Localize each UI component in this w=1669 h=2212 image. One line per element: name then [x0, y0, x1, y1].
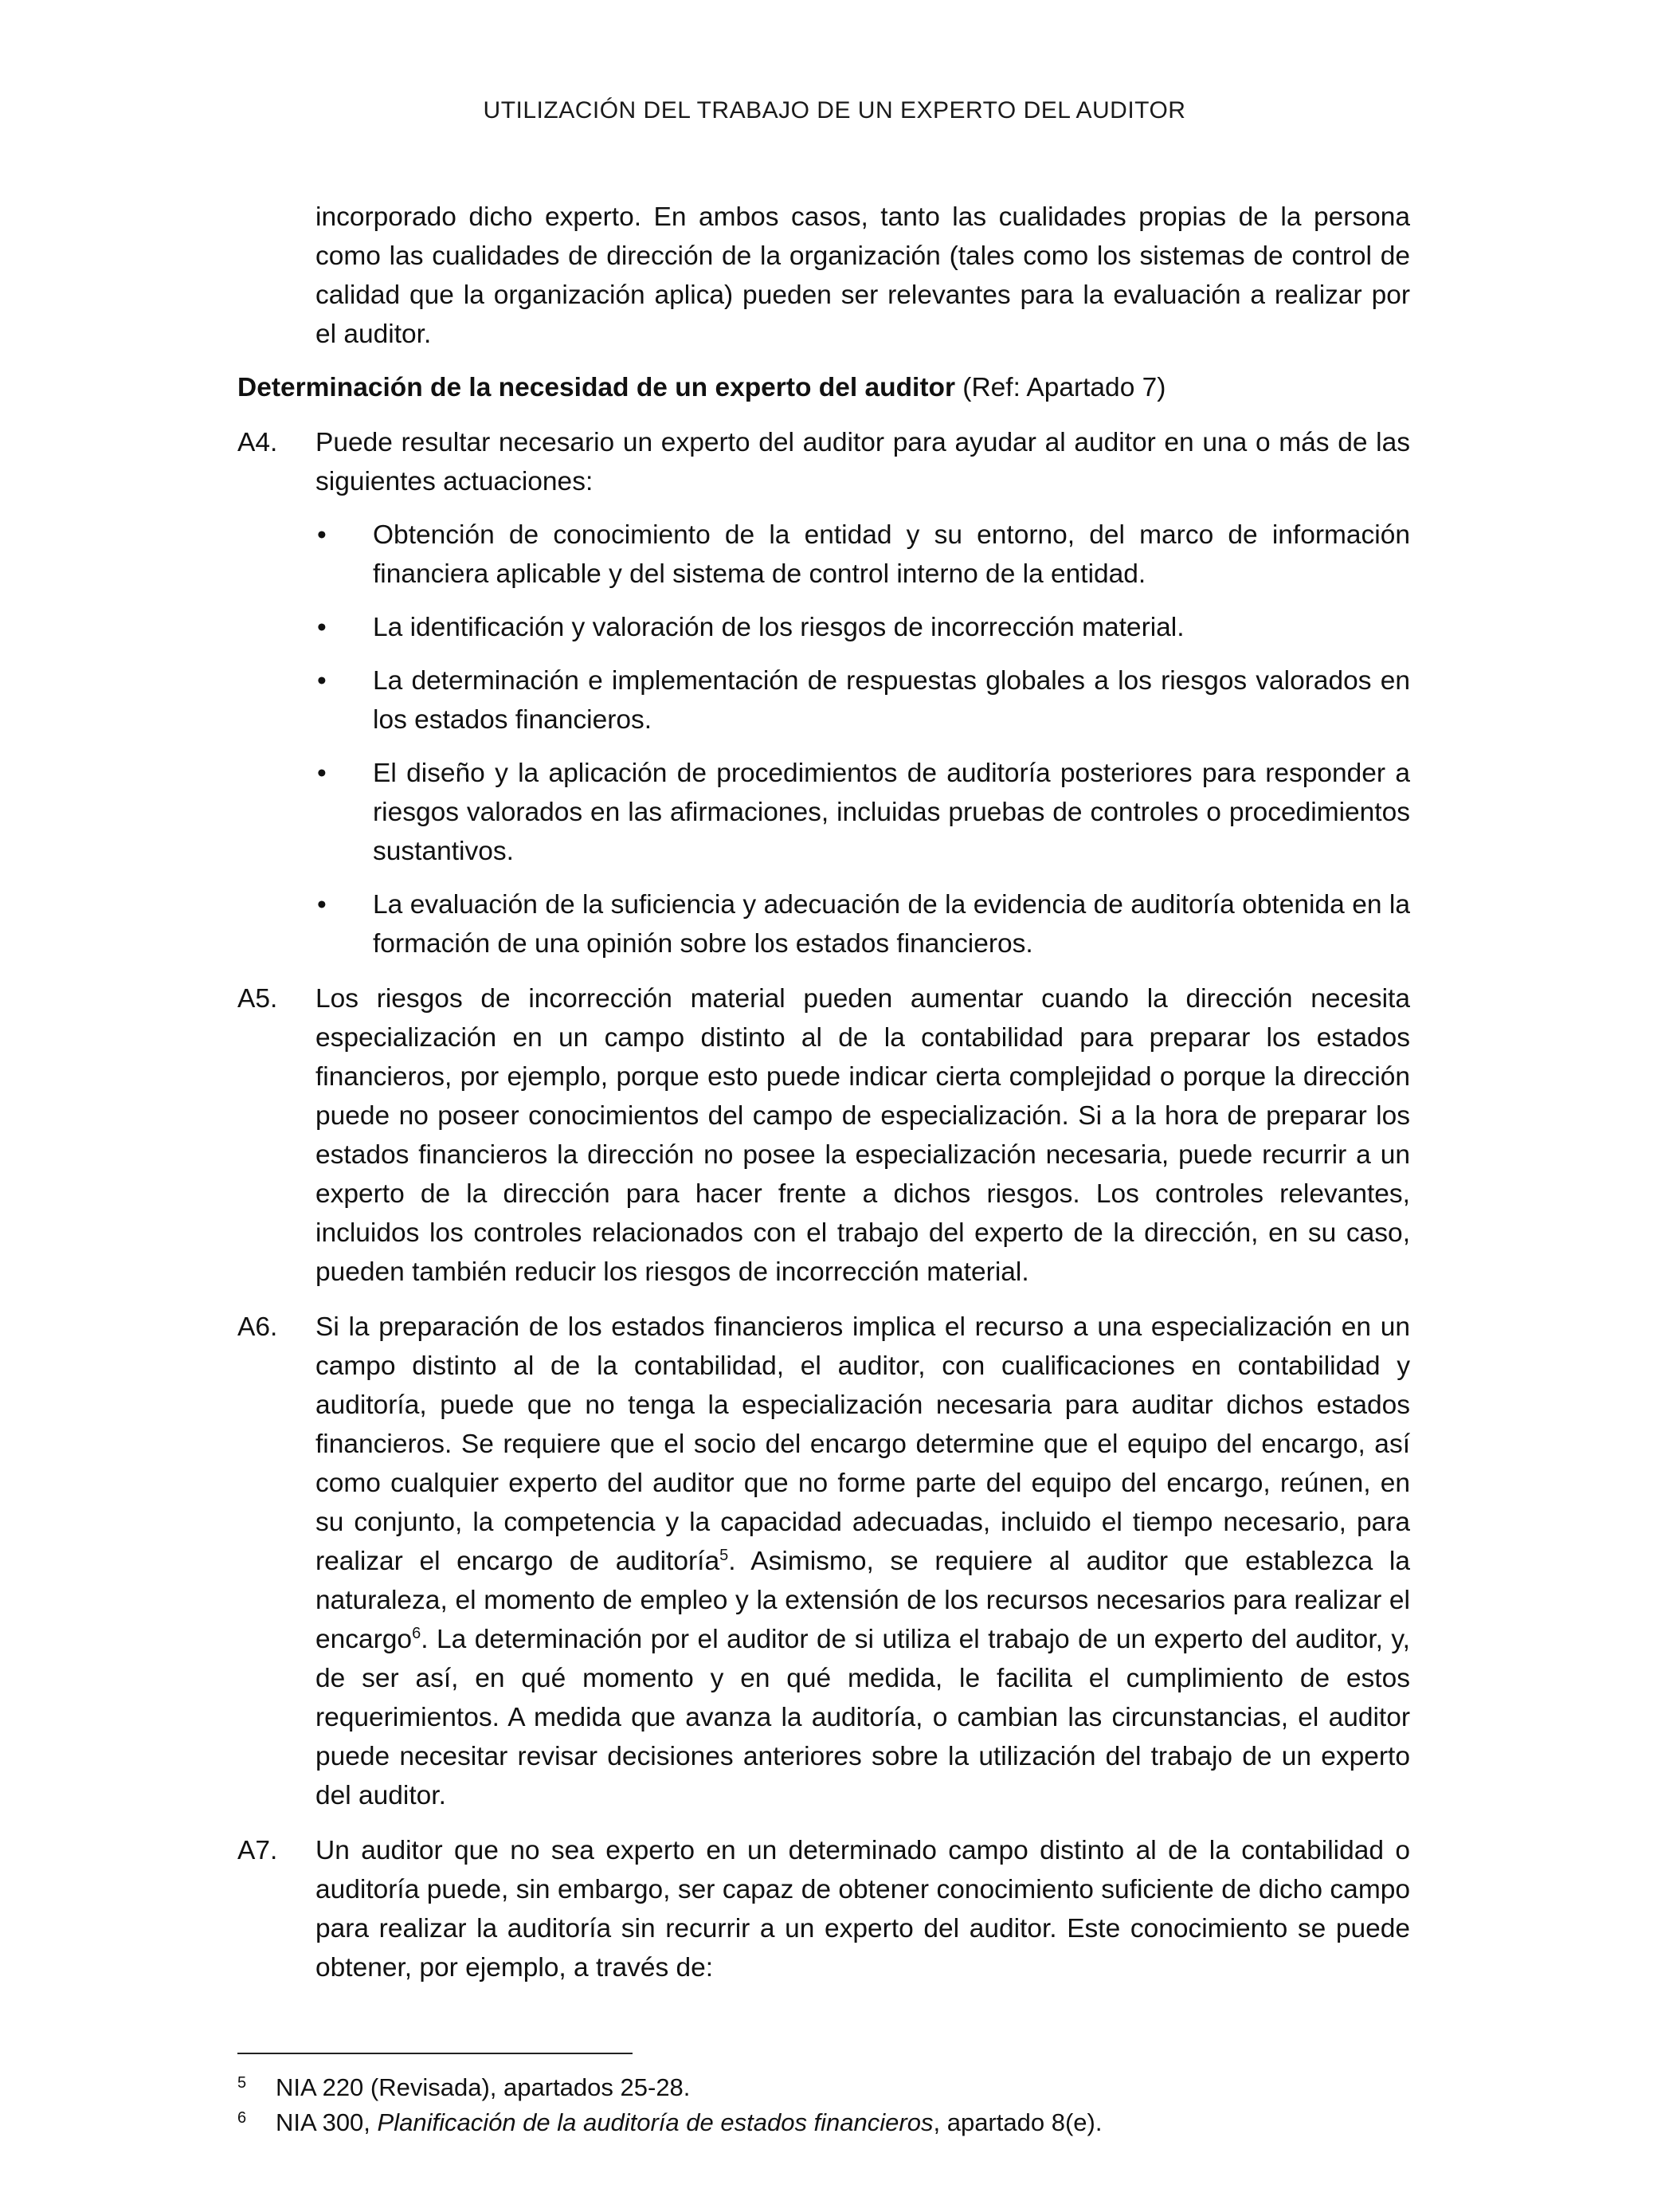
- paragraph-a4: [237, 423, 1410, 963]
- list-item: [315, 516, 1410, 594]
- bullet-icon: •: [317, 890, 327, 920]
- section-heading: [237, 368, 1410, 407]
- list-item-text: El diseño y la aplicación de procedimientos de auditoría posteriores para responder a riesgos valorados en las afirmaciones, incluidas pruebas de controles o procedimientos sustantivos.: [373, 759, 1410, 866]
- section-heading-ref: (Ref: Apartado 7): [955, 373, 1166, 402]
- footnote-text-suffix: , apartado 8(e).: [933, 2108, 1103, 2136]
- running-header: UTILIZACIÓN DEL TRABAJO DE UN EXPERTO DEL AUDITOR: [483, 97, 1186, 124]
- paragraph-text: [315, 1308, 1410, 1815]
- paragraph-text-part: . La determinación por el auditor de si utiliza el trabajo de un experto del auditor, y, de ser así, en qué momento y en qué medida, le facilita el cumplimiento de estos requerimientos. A medida que avanza la auditoría, o cambian las circunstancias, el auditor puede necesitar revisar decisiones anteriores sobre la utilización del trabajo de un experto del auditor.: [315, 1625, 1410, 1810]
- paragraph-number: A6.: [237, 1312, 278, 1342]
- list-item: [315, 661, 1410, 739]
- paragraph-a7: [237, 1831, 1410, 1987]
- footnote-reference[interactable]: 5: [719, 1546, 729, 1564]
- paragraph-text: Los riesgos de incorrección material pueden aumentar cuando la dirección necesita especialización en un campo distinto al de la contabilidad para preparar los estados financieros, por ejemplo, porque esto puede indicar cierta complejidad o porque la dirección puede no poseer conocimientos del campo de especialización. Si a la hora de preparar los estados financieros la dirección no posee la especialización necesaria, puede recurrir a un experto de la dirección para hacer frente a dichos riesgos. Los controles relevantes, incluidos los controles relacionados con el trabajo del experto de la dirección, en su caso, pueden también reducir los riesgos de incorrección material.: [315, 984, 1410, 1287]
- footnotes: [237, 2070, 1410, 2140]
- list-item-text: La determinación e implementación de respuestas globales a los riesgos valorados en los estados financieros.: [373, 666, 1410, 735]
- list-item-text: La identificación y valoración de los riesgos de incorrección material.: [373, 613, 1185, 642]
- bullet-icon: •: [317, 613, 327, 642]
- list-item: [315, 885, 1410, 963]
- continued-paragraph: incorporado dicho experto. En ambos casos, tanto las cualidades propias de la persona como las cualidades de dirección de la organización (tales como los sistemas de control de calidad que la organización aplica) pueden ser relevantes para la evaluación a realizar por el auditor.: [315, 202, 1410, 349]
- footnote-separator: [237, 2053, 633, 2054]
- document-body: [237, 198, 1410, 1987]
- paragraph-text-part: Si la preparación de los estados financieros implica el recurso a una especialización en un campo distinto al de la contabilidad, el auditor, con cualificaciones en contabilidad y auditoría, puede que no tenga la especialización necesaria para auditar dichos estados financieros. Se requiere que el socio del encargo determine que el equipo del encargo, así como cualquier experto del auditor que no forme parte del equipo del encargo, reúnen, en su conjunto, la competencia y la capacidad adecuadas, incluido el tiempo necesario, para realizar el encargo de auditoría: [315, 1312, 1410, 1576]
- bullet-list: [315, 516, 1410, 963]
- bullet-icon: •: [317, 520, 327, 550]
- footnote-text: NIA 220 (Revisada), apartados 25-28.: [276, 2073, 691, 2101]
- paragraph-text: Puede resultar necesario un experto del auditor para ayudar al auditor en una o más de las siguientes actuaciones:: [315, 428, 1410, 496]
- paragraph-number: A7.: [237, 1836, 278, 1865]
- footnote-5: [237, 2070, 1410, 2105]
- paragraph-a6: [237, 1308, 1410, 1815]
- list-item-text: La evaluación de la suficiencia y adecuación de la evidencia de auditoría obtenida en la formación de una opinión sobre los estados financieros.: [373, 890, 1410, 959]
- list-item: [315, 608, 1410, 647]
- footnote-italic-title: Planificación de la auditoría de estados financieros: [377, 2108, 934, 2136]
- list-item-text: Obtención de conocimiento de la entidad y su entorno, del marco de información financiera aplicable y del sistema de control interno de la entidad.: [373, 520, 1410, 589]
- paragraph-number: A5.: [237, 984, 278, 1014]
- paragraph-text: Un auditor que no sea experto en un determinado campo distinto al de la contabilidad o auditoría puede, sin embargo, ser capaz de obtener conocimiento suficiente de dicho campo para realizar la auditoría sin recurrir a un experto del auditor. Este conocimiento se puede obtener, por ejemplo, a través de:: [315, 1836, 1410, 1983]
- paragraph-a5: [237, 979, 1410, 1292]
- section-heading-title: Determinación de la necesidad de un experto del auditor: [237, 373, 955, 402]
- footnote-text-prefix: NIA 300,: [276, 2108, 378, 2136]
- paragraph-number: A4.: [237, 428, 278, 457]
- footnote-6: [237, 2105, 1410, 2140]
- footnote-number: 6: [237, 2109, 247, 2127]
- bullet-icon: •: [317, 666, 327, 696]
- footnote-reference[interactable]: 6: [412, 1624, 421, 1642]
- bullet-icon: •: [317, 759, 327, 788]
- list-item: [315, 754, 1410, 871]
- paragraph-text-part: . Asimismo, se requiere al auditor que establezca la naturaleza, el momento de empleo y la extensión de los recursos necesarios para realizar el encargo: [315, 1547, 1410, 1654]
- footnote-number: 5: [237, 2074, 247, 2092]
